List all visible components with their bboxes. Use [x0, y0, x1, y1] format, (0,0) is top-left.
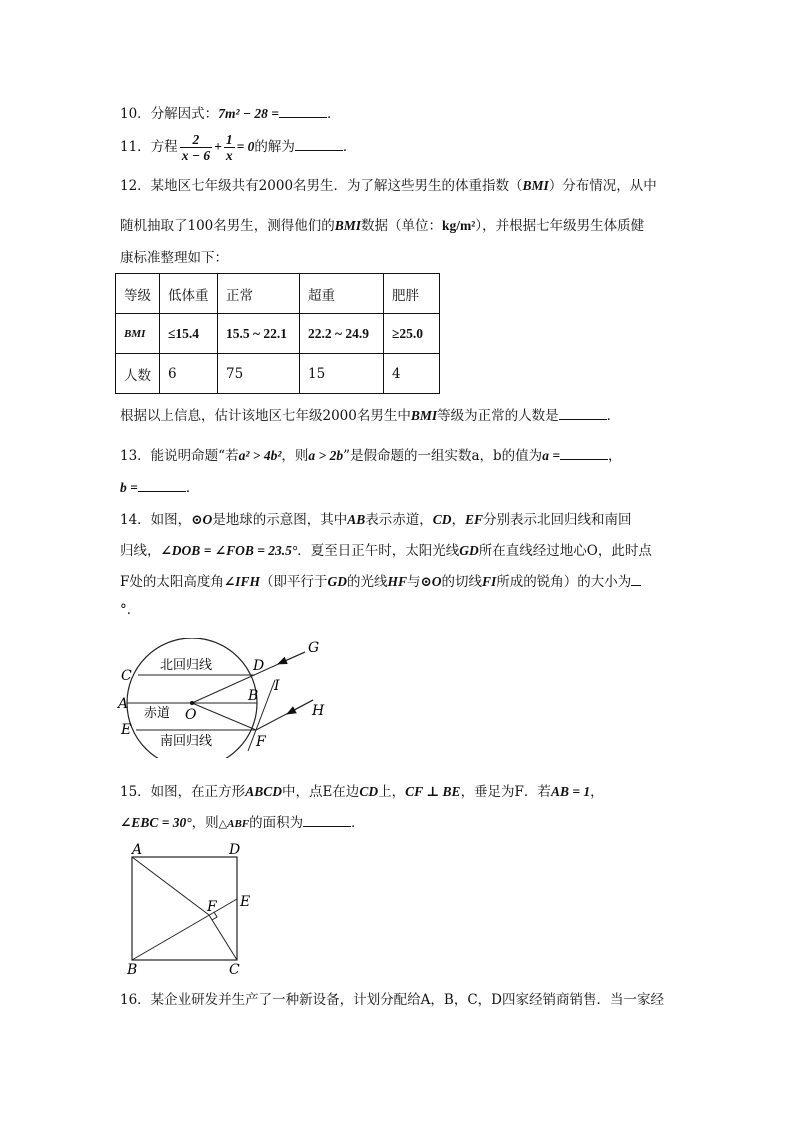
table-cell: ≤15.4 — [160, 314, 218, 354]
q14-text: 所在直线经过地心O，此时点 — [478, 543, 652, 559]
label-a: A — [132, 842, 143, 858]
q15-answer-blank[interactable] — [303, 814, 351, 827]
q15-square-name: ABCD — [245, 784, 282, 799]
q11-text: 方程 — [150, 139, 178, 155]
q13-condition-2: a > 2b — [308, 448, 344, 463]
q13-condition-1: a² > 4b² — [238, 448, 282, 463]
table-cell: 人数 — [116, 354, 160, 394]
q12-bmi-3: BMI — [410, 408, 438, 423]
q13-text-b: ，则 — [281, 448, 309, 464]
q14-text: （即平行于 — [259, 574, 328, 590]
segment-cf — [209, 915, 237, 960]
q14-text: 的光线 — [346, 574, 388, 590]
label-c: C — [229, 962, 240, 978]
table-cell: ≥25.0 — [384, 314, 440, 354]
q15-text: ，则 — [191, 815, 219, 831]
q12-text-1b: ）分布情况，从中 — [548, 178, 657, 194]
q15-text: ，垂足为F．若 — [460, 784, 551, 800]
q14-text: 14．如图， — [120, 512, 192, 528]
q14-circle-o: ⊙O — [191, 512, 213, 527]
q14-angle-ifh: ∠IFH — [223, 574, 260, 589]
question-10 — [120, 104, 340, 124]
q14-text: 表示赤道， — [365, 512, 433, 528]
q15-text: 的面积为 — [249, 815, 304, 831]
q14-fi: FI — [482, 574, 497, 589]
question-12-line-2 — [120, 216, 644, 236]
q14-text: 的切线 — [441, 574, 483, 590]
q13-a-blank[interactable] — [560, 447, 608, 460]
q10-period: ． — [326, 106, 341, 122]
q11-text-2: 的解为 — [254, 139, 295, 155]
label-south-tropic: 南回归线 — [160, 734, 213, 749]
segment-be — [132, 899, 237, 960]
table-row — [116, 314, 440, 354]
label-f: F — [207, 899, 217, 915]
question-16-line-1 — [120, 990, 664, 1010]
arrow-hf — [287, 700, 313, 714]
table-header: 低体重 — [160, 274, 218, 314]
q14-text: ．夏至日正午时，太阳光线 — [297, 543, 460, 559]
table-header: 肥胖 — [384, 274, 440, 314]
label-e: E — [240, 894, 251, 910]
q14-degree: °． — [120, 602, 141, 618]
q14-text: 归线， — [120, 543, 161, 559]
table-header: 超重 — [300, 274, 384, 314]
table-row — [116, 274, 440, 314]
question-15-line-2 — [120, 813, 365, 834]
question-14-line-1 — [120, 510, 632, 530]
q11-period: ． — [342, 139, 357, 155]
q12-bmi-2: BMI — [334, 218, 362, 233]
q14-gd-2: GD — [327, 574, 347, 589]
label-i: I — [274, 678, 280, 694]
q12-period: ． — [606, 408, 621, 424]
q14-text: 与 — [406, 574, 421, 590]
q12-text-4a: 根据以上信息，估计该地区七年级2000名男生中 — [120, 408, 411, 424]
q12-text-2b: 数据（单位： — [361, 218, 443, 234]
q13-period: ． — [185, 480, 200, 496]
q14-circle-o-2: ⊙O — [420, 574, 442, 589]
question-14-line-3 — [120, 572, 641, 592]
q14-cd: CD — [432, 512, 452, 527]
q15-cd: CD — [359, 784, 379, 799]
question-13-line-2 — [120, 478, 199, 498]
label-d: D — [229, 842, 241, 858]
label-b: B — [127, 962, 138, 978]
q16-text: 16．某企业研发并生产了一种新设备，计划分配给A，B，C，D四家经销商销售．当一家经 — [120, 992, 665, 1008]
label-b: B — [248, 688, 259, 704]
q14-text: 所成的锐角）的大小为 — [496, 574, 632, 590]
q12-text-3: 康标准整理如下： — [120, 250, 228, 266]
table-header: 等级 — [116, 274, 160, 314]
q12-text-1a: 12．某地区七年级共有2000名男生．为了解这些男生的体重指数（ — [120, 178, 523, 194]
q14-text: F处的太阳高度角 — [120, 574, 224, 590]
q15-text: ， — [590, 784, 604, 800]
question-15-line-1 — [120, 782, 604, 802]
q10-number: 10． — [120, 106, 151, 122]
question-12-line-3 — [120, 248, 228, 268]
table-cell: 15 — [300, 354, 384, 394]
question-12-line-4 — [120, 406, 620, 426]
q12-unit: kg/m² — [442, 218, 476, 233]
q13-b-blank[interactable] — [138, 479, 186, 492]
label-a: A — [118, 696, 129, 712]
q11-plus: + — [214, 139, 222, 154]
q15-text: 15．如图，在正方形 — [120, 784, 246, 800]
table-cell: 75 — [218, 354, 300, 394]
table-row — [116, 354, 440, 394]
q15-angle: ∠EBC = 30° — [120, 815, 192, 830]
q12-bmi-1: BMI — [522, 178, 549, 193]
label-e: E — [121, 722, 132, 738]
square-diagram — [122, 840, 262, 978]
q10-text: 分解因式： — [150, 106, 219, 122]
label-o: O — [185, 707, 197, 723]
q10-expression: 7m² − 28 = — [218, 106, 279, 121]
label-g: G — [308, 640, 320, 656]
question-14-line-2 — [120, 541, 652, 561]
q15-perpendicular: CF ⊥ BE — [405, 784, 461, 799]
q14-text: 分别表示北回归线和南回 — [483, 512, 632, 528]
q13-a-equals: a = — [542, 448, 561, 463]
label-equator: 赤道 — [144, 706, 171, 721]
q11-number: 11． — [120, 139, 151, 155]
label-f: F — [256, 734, 266, 750]
q14-text: ， — [451, 512, 466, 528]
label-north-tropic: 北回归线 — [160, 658, 213, 673]
q12-text-2c: ），并根据七年级男生体质健 — [475, 218, 645, 234]
q15-text: 上， — [378, 784, 406, 800]
question-11 — [120, 130, 356, 164]
question-14-line-4 — [120, 600, 140, 620]
q14-angles: ∠DOB = ∠FOB = 23.5° — [160, 543, 298, 558]
q13-b-equals: b = — [120, 480, 138, 495]
q13-comma: ， — [608, 448, 622, 464]
q14-ab: AB — [347, 512, 366, 527]
q14-text: 是地球的示意图，其中 — [212, 512, 348, 528]
q15-triangle: △ABF — [218, 818, 250, 830]
table-cell: 6 — [160, 354, 218, 394]
segment-af — [132, 857, 209, 915]
label-d: D — [253, 658, 265, 674]
bmi-table — [115, 273, 440, 394]
question-12-line-1 — [120, 176, 657, 196]
q14-ef: EF — [465, 512, 484, 527]
q12-answer-blank[interactable] — [559, 407, 607, 420]
q15-period: ． — [351, 815, 365, 831]
q12-text-2a: 随机抽取了100名男生，测得他们的 — [120, 218, 335, 234]
q15-text: 中，点E在边 — [281, 784, 360, 800]
q10-answer-blank[interactable] — [279, 105, 327, 118]
label-c: C — [121, 668, 132, 684]
table-cell: 22.2 ~ 24.9 — [300, 314, 384, 354]
table-cell: 4 — [384, 354, 440, 394]
q11-equals: = 0 — [236, 139, 255, 154]
q14-gd: GD — [459, 543, 479, 558]
table-header: 正常 — [218, 274, 300, 314]
earth-diagram — [115, 638, 345, 758]
q11-answer-blank[interactable] — [295, 138, 343, 151]
q12-text-4b: 等级为正常的人数是 — [437, 408, 559, 424]
table-cell: 15.5 ~ 22.1 — [218, 314, 300, 354]
ray-of — [192, 703, 256, 730]
q14-hf: HF — [387, 574, 407, 589]
q13-text-a: 13．能说明命题“若 — [120, 448, 239, 464]
arrow-gd — [278, 652, 305, 664]
q13-text-c: ”是假命题的一组实数a，b的值为 — [343, 448, 543, 464]
q11-fraction-1: $\frac{2}{x - 6}$ — [181, 132, 211, 163]
center-point-o — [190, 701, 194, 705]
q14-answer-blank[interactable] — [631, 573, 641, 586]
q15-ab-equals: AB = 1 — [550, 784, 591, 799]
q11-fraction-2: $\frac{1}{x}$ — [225, 132, 233, 163]
table-cell: BMI — [116, 314, 160, 354]
label-h: H — [312, 703, 325, 719]
question-13-line-1 — [120, 446, 622, 466]
